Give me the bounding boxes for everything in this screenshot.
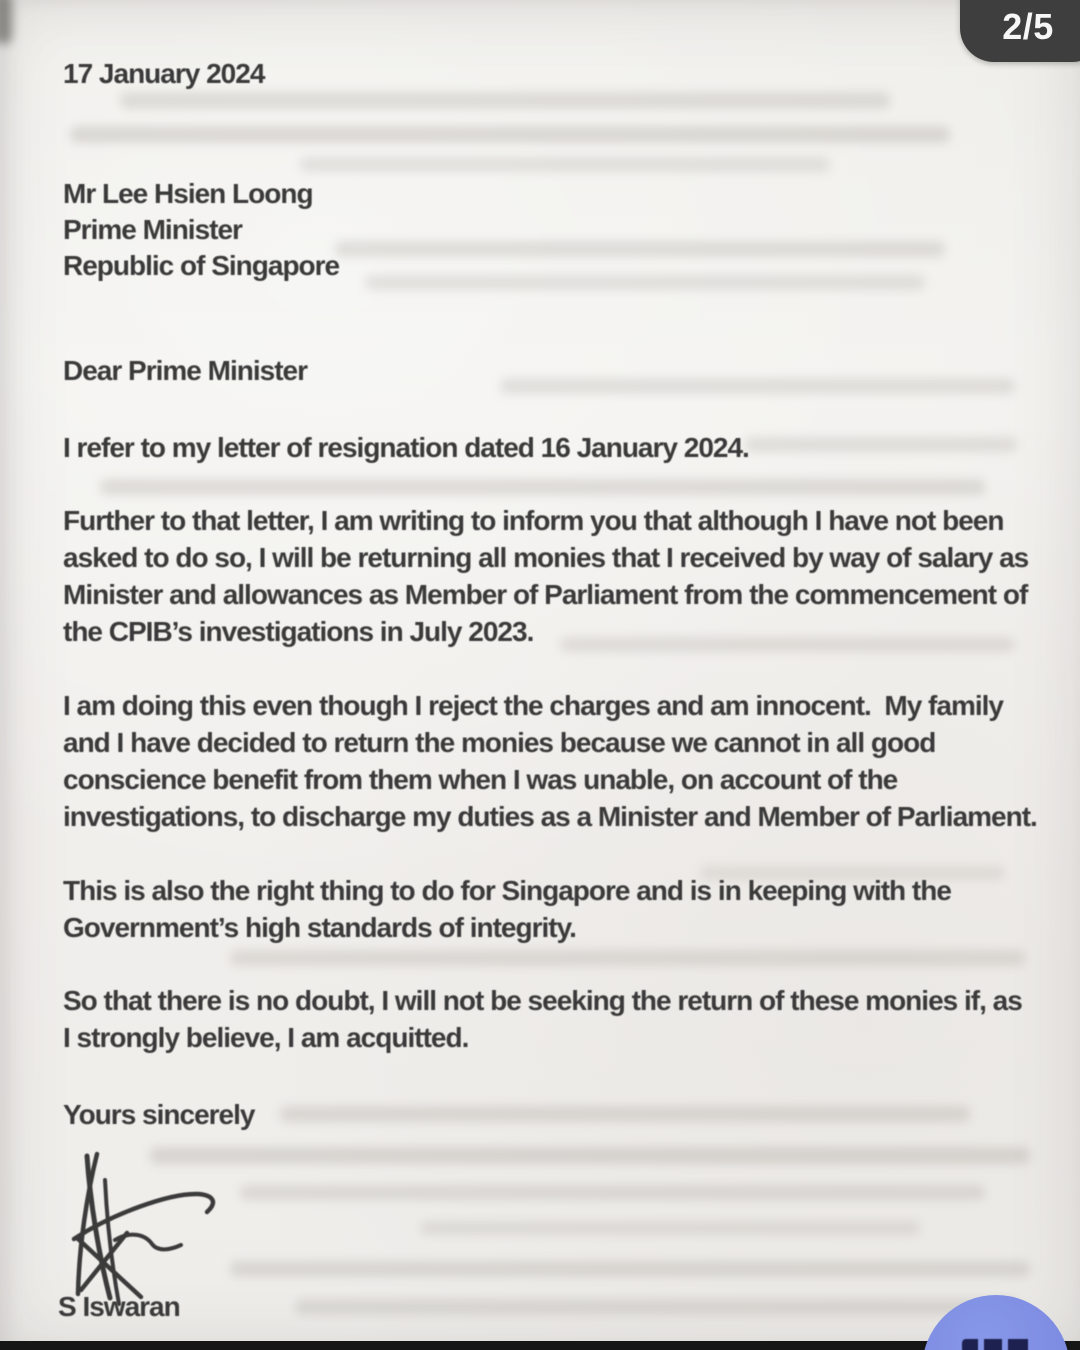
bleed-through-smudge xyxy=(230,950,1025,966)
signature-icon xyxy=(57,1146,239,1310)
recipient-line: Mr Lee Hsien Loong xyxy=(63,178,313,209)
paragraph-4 xyxy=(63,872,951,946)
bleed-through-smudge xyxy=(745,437,1017,452)
profile-avatar-sticker[interactable] xyxy=(922,1295,1070,1350)
letter-date: 17 January 2024 xyxy=(63,58,265,89)
paragraph-3 xyxy=(63,687,1037,835)
bleed-through-smudge xyxy=(280,1106,970,1122)
letter-line: asked to do so, I will be returning all monies that I received by way of salary as xyxy=(63,542,1029,573)
letter-line: and I have decided to return the monies because we cannot in all good xyxy=(63,727,936,758)
letter-line: I am doing this even though I reject the charges and am innocent. My family xyxy=(63,690,1003,721)
page-indicator-label: 2/5 xyxy=(1002,6,1054,47)
letter-line: This is also the right thing to do for Singapore and is in keeping with the xyxy=(63,875,951,906)
paragraph-1 xyxy=(63,429,749,466)
bleed-through-smudge xyxy=(240,1185,985,1200)
letter-line: Minister and allowances as Member of Parliament from the commencement of xyxy=(63,579,1028,610)
bleed-through-smudge xyxy=(365,275,925,290)
bottom-edge-bar xyxy=(0,1341,1080,1350)
avatar-glyph-icon xyxy=(962,1339,1032,1350)
bleed-through-smudge xyxy=(295,1299,1020,1315)
scan-corner-smudge xyxy=(0,0,12,44)
recipient-address xyxy=(63,176,339,284)
letter-line: I strongly believe, I am acquitted. xyxy=(63,1022,469,1053)
bleed-through-smudge xyxy=(120,92,890,109)
paragraph-5 xyxy=(63,982,1022,1056)
recipient-line: Republic of Singapore xyxy=(63,250,340,281)
bleed-through-smudge xyxy=(150,1147,1030,1164)
bleed-through-smudge xyxy=(70,126,950,143)
closing-valediction: Yours sincerely xyxy=(63,1099,255,1130)
letter-line: I refer to my letter of resignation dated 16 January 2024. xyxy=(63,432,749,463)
bleed-through-smudge xyxy=(300,157,830,172)
letter-line: So that there is no doubt, I will not be seeking the return of these monies if, as xyxy=(63,985,1022,1016)
letter-line: investigations, to discharge my duties as a Minister and Member of Parliament. xyxy=(63,801,1037,832)
signer-name: S Iswaran xyxy=(58,1291,180,1322)
letter-line: the CPIB’s investigations in July 2023. xyxy=(63,616,534,647)
bleed-through-smudge xyxy=(420,1221,920,1235)
salutation: Dear Prime Minister xyxy=(63,355,307,386)
letter-line: conscience benefit from them when I was unable, on account of the xyxy=(63,764,898,795)
bleed-through-smudge xyxy=(230,1261,1030,1277)
page-indicator-badge xyxy=(960,0,1080,62)
paragraph-2 xyxy=(63,502,1028,650)
bleed-through-smudge xyxy=(100,479,985,495)
recipient-line: Prime Minister xyxy=(63,214,242,245)
bleed-through-smudge xyxy=(335,241,945,257)
bleed-through-smudge xyxy=(500,378,1015,394)
letter-line: Further to that letter, I am writing to inform you that although I have not been xyxy=(63,505,1004,536)
letter-line: Government’s high standards of integrity. xyxy=(63,912,576,943)
